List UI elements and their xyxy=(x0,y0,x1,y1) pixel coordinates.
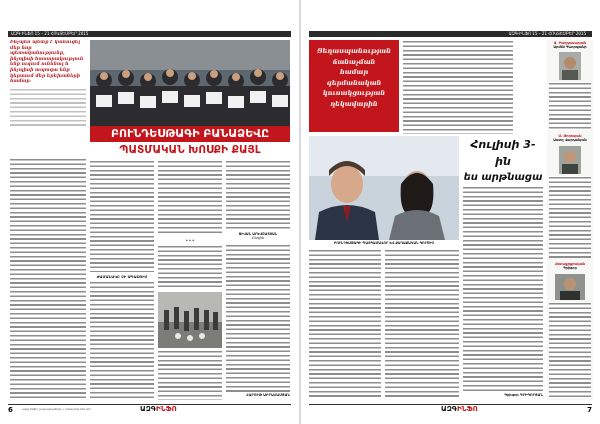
sidebar-name-3-text: Գրիգոր xyxy=(563,266,577,271)
left-page-header xyxy=(8,31,291,37)
left-col-4b xyxy=(226,244,290,392)
caption-line2: Բեռլին xyxy=(251,236,265,241)
right-page-header xyxy=(309,31,592,37)
left-header-text: ԱԶԳ-ԻՆՖՈ 15 – 21 ՀՈԿՏԵՄԲԵՐ 2015 xyxy=(11,31,89,36)
sidebar-photo-3 xyxy=(555,274,585,300)
right-page xyxy=(301,0,600,424)
caption-line1: ՋԻՎԱՆ ԱՐԵՎՇԱՏՅԱՆ xyxy=(238,232,278,236)
left-author xyxy=(226,393,290,397)
politician-caption-text: ԲՈՒՆԴԵՍԹԱԳԻ ՊԱՏԳԱՄԱՎՈՐ ԵՎ ՔԱՂԱՔԱԿԱՆ ԳՈՐԾԻՉ xyxy=(333,241,435,245)
left-page xyxy=(0,0,299,424)
left-footer-note: ազգ-ինֆո շաբաթաթերթ • www.azg-info.am xyxy=(22,407,91,411)
left-page-number: 6 xyxy=(8,406,13,414)
right-byline-text: Գրիգոր ԳՐԻԳՈՐՅԱՆ xyxy=(504,393,543,397)
right-col-3 xyxy=(463,186,543,392)
left-banner-white xyxy=(90,143,290,157)
stars-separator xyxy=(158,238,222,243)
left-col-3 xyxy=(158,160,222,236)
left-col-3c xyxy=(158,350,222,400)
title-line-3: համար xyxy=(339,68,369,77)
left-author-text: ՀԱՐՈՒԹ ԱԲՐԱՀԱՄՅԱՆ xyxy=(246,393,290,397)
politician-caption xyxy=(309,241,459,245)
right-header-text: ԱԶԳ-ԻՆՖՈ 15 – 21 ՀՈԿՏԵՄԲԵՐ 2015 xyxy=(508,31,586,36)
sidebar-photo-2 xyxy=(559,146,581,174)
sidebar-text-3 xyxy=(549,302,591,398)
sidebar-title-2-text: Ս. Թորոսյան xyxy=(558,134,582,138)
intro-text xyxy=(10,40,86,150)
left-col-2 xyxy=(90,160,154,272)
headline-line-1: Հուլիսի 3-ին xyxy=(470,138,536,168)
sidebar-title-1-text: Ջ. Բաղդասարյան xyxy=(553,41,587,45)
sidebar-photo-1 xyxy=(559,52,581,80)
left-col-1 xyxy=(10,158,86,400)
sidebar-text-1 xyxy=(549,82,591,130)
title-line-2: ճանաչման xyxy=(332,57,376,66)
sidebar-title-1 xyxy=(547,41,593,49)
left-col-3b xyxy=(158,245,222,289)
protest-photo-image xyxy=(90,40,290,126)
right-col-2 xyxy=(385,249,459,399)
left-logo-b: ԻՆՖՈ xyxy=(155,405,177,413)
right-footer xyxy=(309,404,592,413)
left-logo-a: ԱԶԳ xyxy=(140,405,156,413)
left-col-4 xyxy=(226,160,290,230)
section-heading xyxy=(90,274,154,279)
title-line-5: կուսակցության xyxy=(322,89,386,98)
headline-line-2: ես արթնացա xyxy=(463,172,543,183)
right-logo-b: ԻՆՖՈ xyxy=(456,405,478,413)
protest-photo xyxy=(90,40,290,126)
right-sidebar xyxy=(547,40,593,400)
left-banner-red xyxy=(90,126,290,142)
right-page-number: 7 xyxy=(587,406,592,414)
intro-text-body: Ինչպես պետք է կառուցել մեր նոր պետականությունը, ինչպիսի հասարակություն ենք ուզում ունենալ և ինչպիսի ապագա ենք կերտում մեր երեխաների համար։ xyxy=(10,40,84,85)
sidebar-name-1-text: Արմեն Գևորգյանի xyxy=(553,45,587,50)
title-line-6: ղեկավարին xyxy=(330,99,378,108)
stars-text: * * * xyxy=(185,238,195,243)
left-col-2b xyxy=(90,281,154,400)
sidebar-title-2 xyxy=(547,134,593,142)
right-top-text xyxy=(403,40,513,134)
right-col-1 xyxy=(309,249,381,399)
left-footer xyxy=(8,404,291,413)
sidebar-text-2 xyxy=(549,176,591,258)
title-line-4: գերմանական xyxy=(326,78,382,87)
right-logo-a: ԱԶԳ xyxy=(441,405,457,413)
banner-line1: ԲՈՒՆԴԵՍԹԱԳԻ ԲԱՆԱՁԵՎԸ xyxy=(110,127,270,140)
sidebar-photo-1-image xyxy=(559,52,581,80)
right-title-block xyxy=(309,40,399,132)
sidebar-name-2-text: Աստղ Վարդանյան xyxy=(553,138,587,143)
right-footer-logo xyxy=(441,405,478,413)
memorial-photo-image xyxy=(158,292,222,348)
left-footer-logo xyxy=(140,405,177,413)
sidebar-photo-2-image xyxy=(559,146,581,174)
sidebar-photo-3-image xyxy=(555,274,585,300)
section-heading-text: ԺԱՄԱՆԱԿԸ ՉԻ ՍՊԱՍՈՒՄ xyxy=(96,274,148,279)
right-byline xyxy=(463,393,543,397)
politician-photo xyxy=(309,136,459,240)
sidebar-title-3-text: Հետաքրքրական xyxy=(554,262,586,266)
memorial-photo xyxy=(158,292,222,348)
left-photo-caption xyxy=(226,232,290,240)
sidebar-title-3 xyxy=(547,262,593,270)
banner-line2: ՊԱՏՄԱԿԱՆ ԽՈՍՔԻ ՔԱՅԼ xyxy=(119,144,261,156)
politician-photo-image xyxy=(309,136,459,240)
title-line-1: Ցեղասպանության xyxy=(317,47,391,55)
